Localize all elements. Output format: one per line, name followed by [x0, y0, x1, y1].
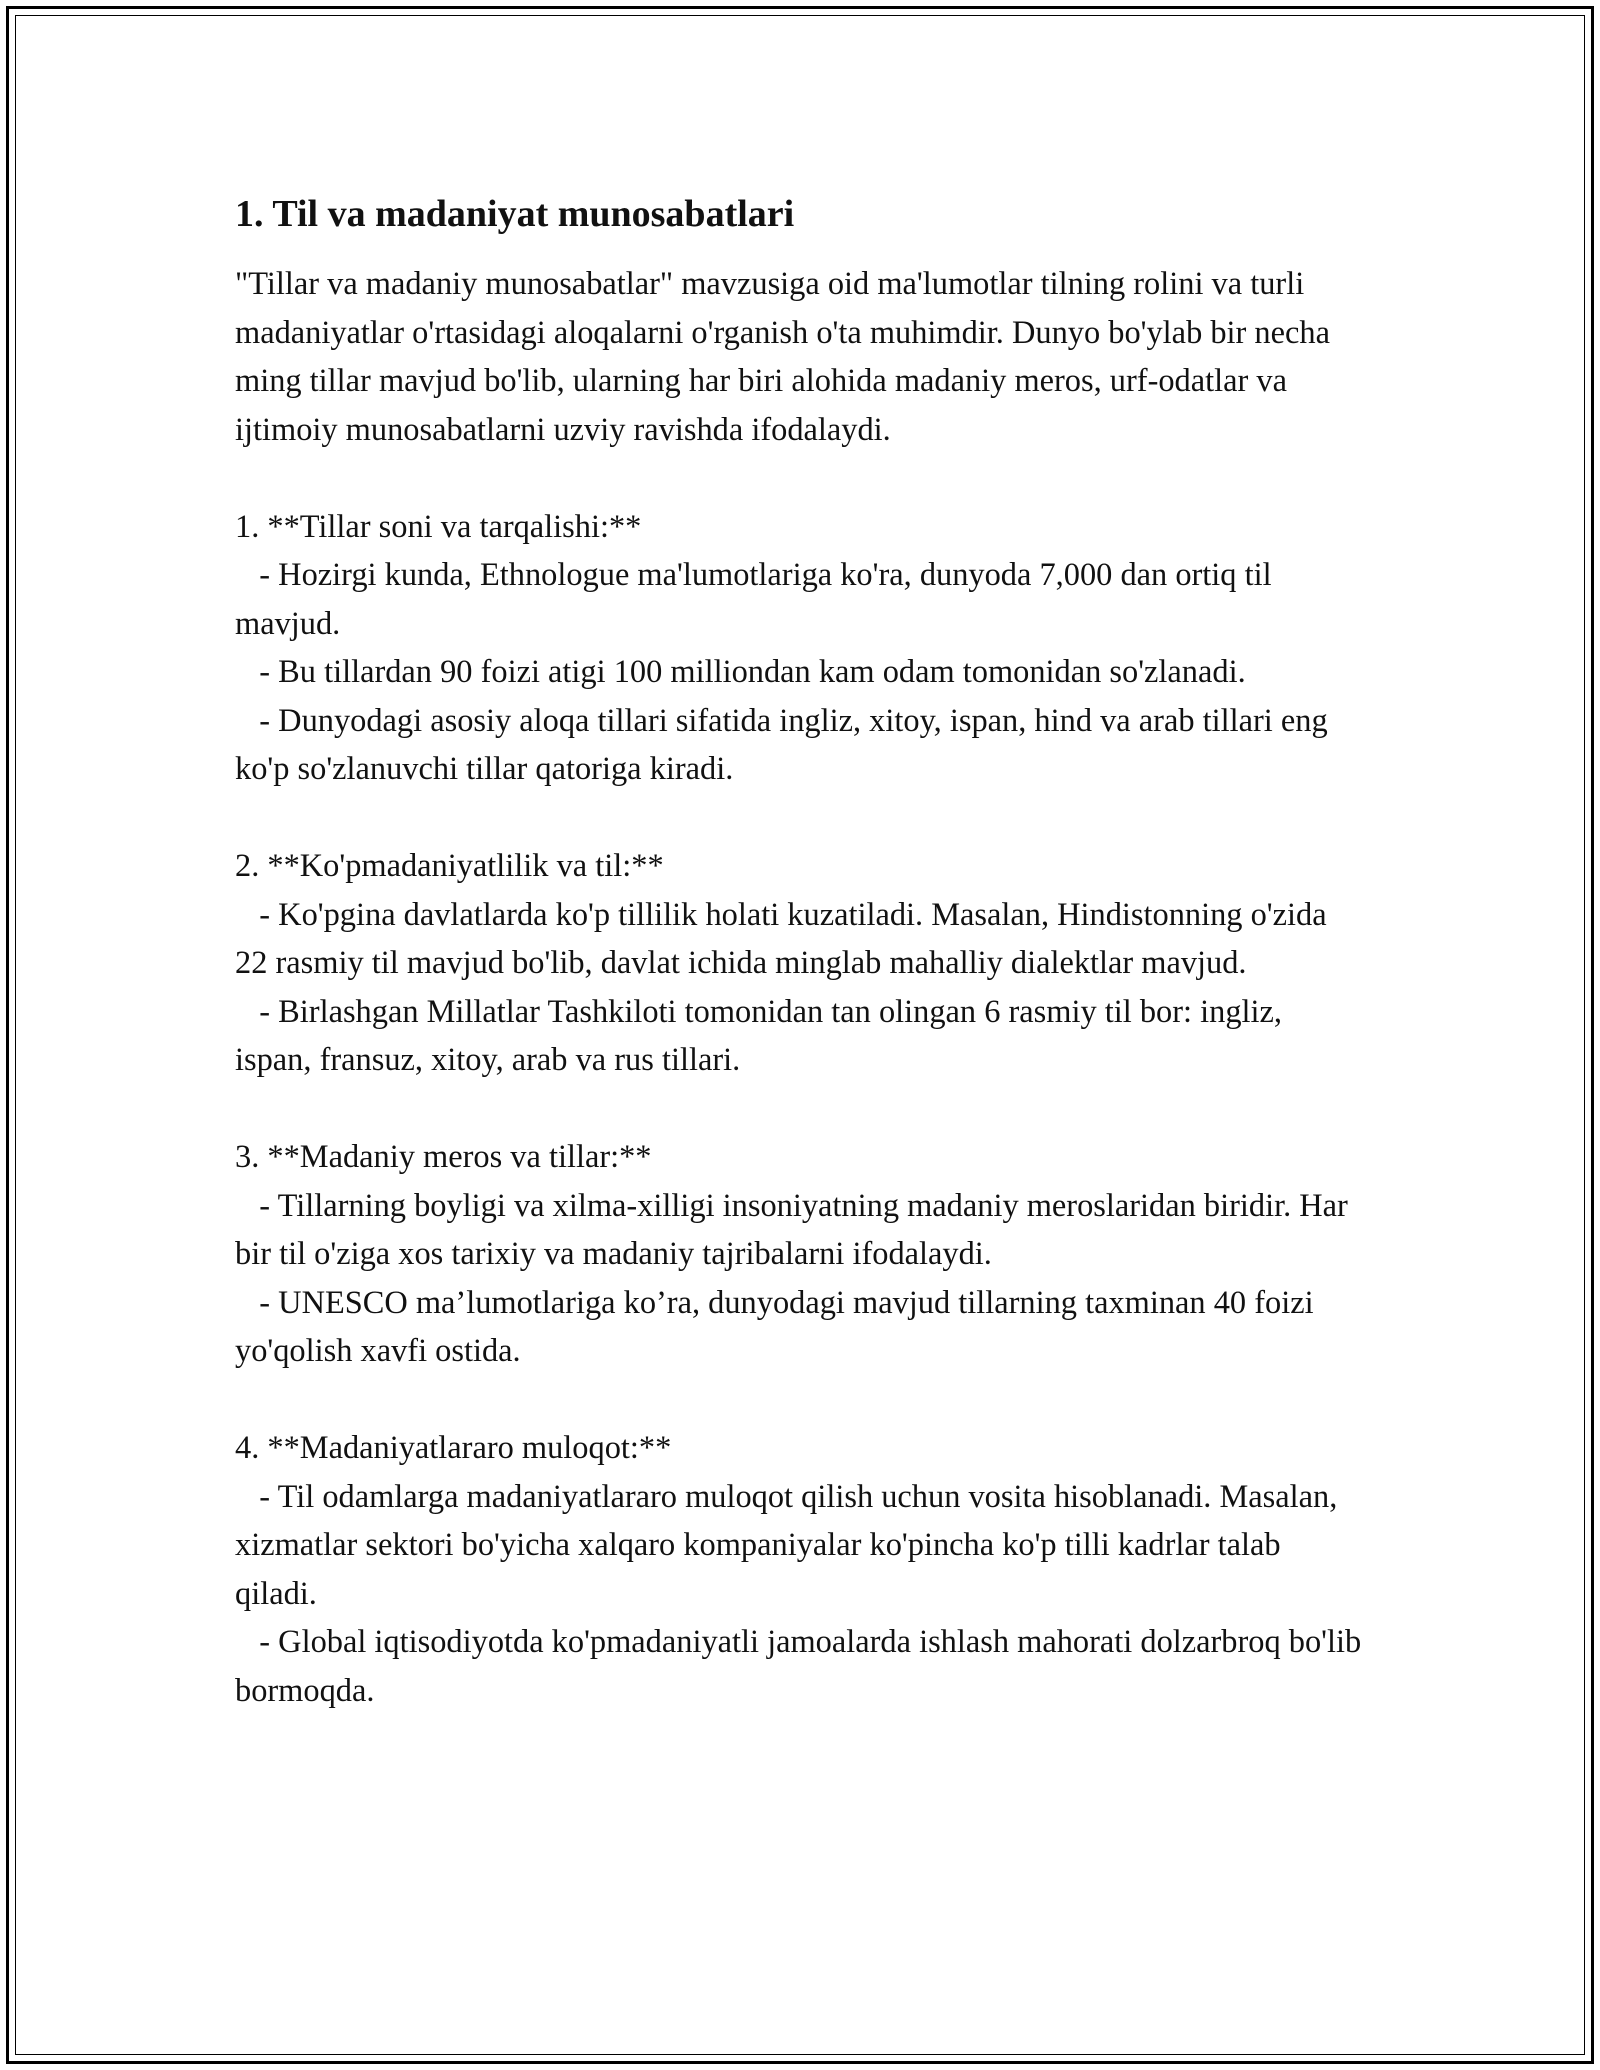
document-title: 1. Til va madaniyat munosabatlari: [235, 193, 795, 235]
bullet-item: - Til odamlarga madaniyatlararo muloqot qilish uchun vosita hisoblanadi. Masalan, xizmatlar sektori bo'yicha xalqaro kompaniyalar ko'pincha ko'p tilli kadrlar talab qiladi.: [235, 1478, 1346, 1612]
bullet-item: - Global iqtisodiyotda ko'pmadaniyatli jamoalarda ishlash mahorati dolzarbroq bo'lib bormoqda.: [235, 1624, 1370, 1709]
section-heading: 1. **Tillar soni va tarqalishi:**: [235, 508, 642, 545]
section-4: [235, 1424, 1370, 1715]
section-1: [235, 503, 1365, 794]
section-heading: 4. **Madaniyatlararo muloqot:**: [235, 1430, 672, 1466]
intro-paragraph: "Tillar va madaniy munosabatlar" mavzusiga oid ma'lumotlar tilning rolini va turli madaniyatlar o'rtasidagi aloqalarni o'rganish o'ta muhimdir. Dunyo bo'ylab bir necha ming tillar mavjud bo'lib, ularning har biri alohida madaniy meros, urf-odatlar va ijtimoiy munosabatlarni uzviy ravishda ifodalaydi.: [235, 266, 1339, 448]
bullet-item: - UNESCO ma’lumotlariga ko’ra, dunyodagi mavjud tillarning taxminan 40 foizi yo'qolish xavfi ostida.: [235, 1284, 1322, 1369]
bullet-item: - Tillarning boyligi va xilma-xilligi insoniyatning madaniy meroslaridan biridir. Har bir til o'ziga xos tarixiy va madaniy tajribalarni ifodalaydi.: [235, 1187, 1356, 1272]
bullet-item: - Birlashgan Millatlar Tashkiloti tomonidan tan olingan 6 rasmiy til bor: ingliz, ispan, fransuz, xitoy, arab va rus tillari.: [235, 993, 1291, 1078]
bullet-item: - Dunyodagi asosiy aloqa tillari sifatida ingliz, xitoy, ispan, hind va arab tillari eng ko'p so'zlanuvchi tillar qatoriga kiradi.: [235, 702, 1336, 787]
document-body: [235, 190, 1370, 1764]
bullet-item: - Bu tillardan 90 foizi atigi 100 milliondan kam odam tomonidan so'zlanadi.: [235, 654, 1246, 690]
bullet-item: - Ko'pgina davlatlarda ko'p tillilik holati kuzatiladi. Masalan, Hindistonning o'zida 22 rasmiy til mavjud bo'lib, davlat ichida minglab mahalliy dialektlar mavjud.: [235, 896, 1335, 981]
section-heading: 2. **Ko'pmadaniyatlilik va til:**: [235, 848, 664, 884]
section-heading: 3. **Madaniy meros va tillar:**: [235, 1139, 652, 1175]
bullet-item: - Hozirgi kunda, Ethnologue ma'lumotlariga ko'ra, dunyoda 7,000 dan ortiq til mavjud.: [235, 557, 1280, 642]
section-3: [235, 1133, 1365, 1376]
section-2: [235, 842, 1365, 1085]
